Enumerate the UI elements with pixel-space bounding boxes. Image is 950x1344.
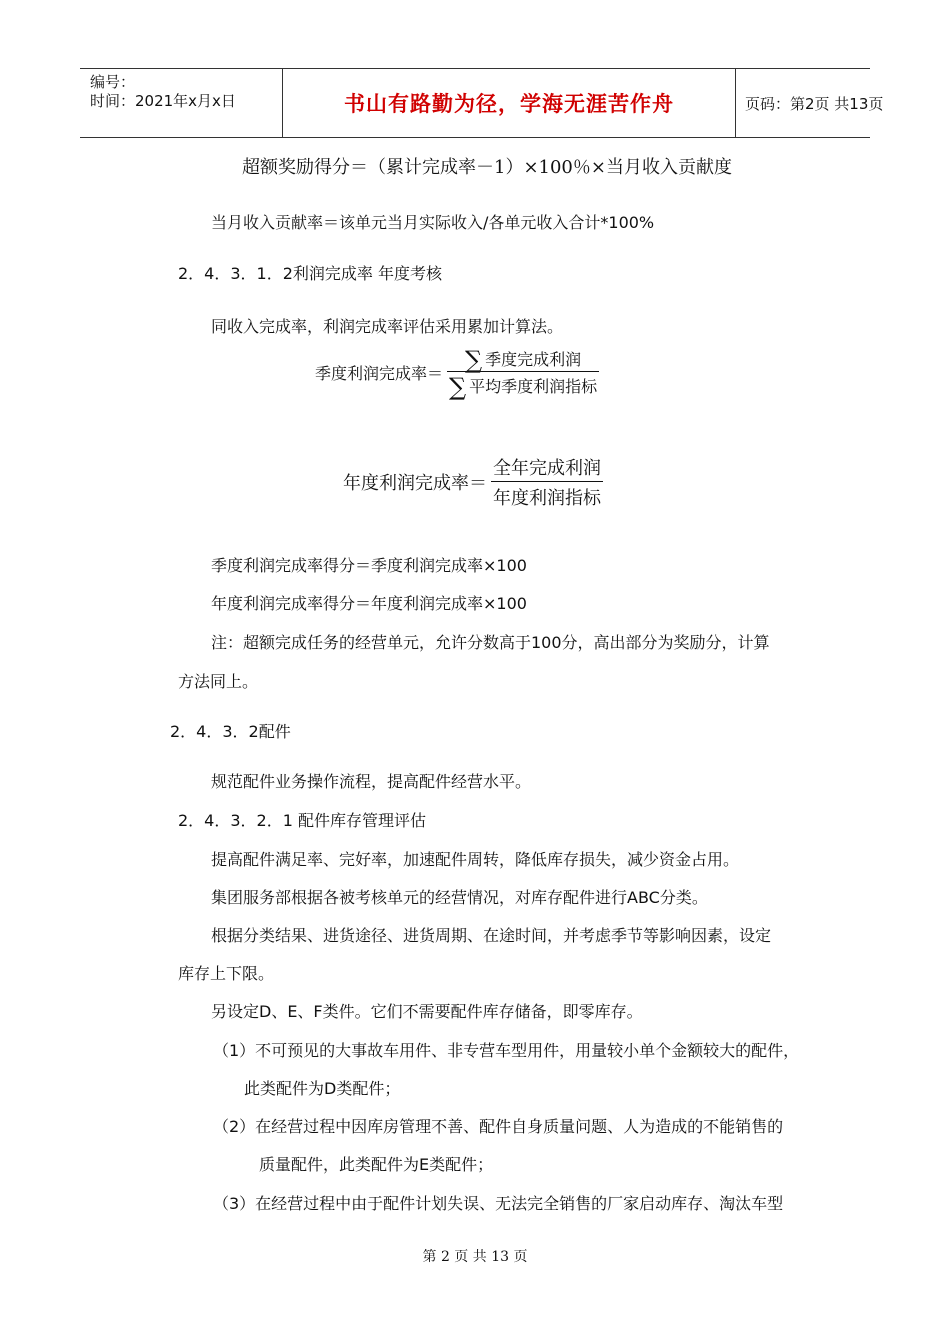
denominator-text: 平均季度利润指标 bbox=[469, 377, 598, 396]
fraction-denominator bbox=[447, 371, 599, 401]
header-motto-cell bbox=[282, 69, 736, 137]
bonus-score-formula: 超额奖励得分＝（累计完成率－1）×100％×当月收入贡献度 bbox=[242, 157, 732, 178]
sum-symbol: ∑ bbox=[465, 346, 483, 374]
section-heading-parts: 2．4．3．2配件 bbox=[170, 722, 291, 741]
fraction bbox=[491, 454, 603, 510]
sum-symbol: ∑ bbox=[449, 373, 467, 401]
header-meta-cell bbox=[80, 69, 282, 137]
quarter-profit-rate-formula bbox=[315, 346, 599, 401]
fraction-numerator: 全年完成利润 bbox=[493, 458, 601, 479]
parts-intro: 规范配件业务操作流程，提高配件经营水平。 bbox=[211, 772, 532, 791]
profit-rate-intro: 同收入完成率，利润完成率评估采用累加计算法。 bbox=[211, 317, 564, 336]
list-item-2-line-1: （2）在经营过程中因库房管理不善、配件自身质量问题、人为造成的不能销售的 bbox=[213, 1117, 784, 1136]
list-item-1-line-2: 此类配件为D类配件； bbox=[244, 1079, 401, 1098]
contribution-rate-formula: 当月收入贡献率＝该单元当月实际收入/各单元收入合计*100% bbox=[211, 213, 655, 232]
header-motto: 书山有路勤为径，学海无涯苦作舟 bbox=[344, 92, 674, 116]
formula-lhs: 季度利润完成率＝ bbox=[315, 363, 444, 383]
list-item-3-line-1: （3）在经营过程中由于配件计划失误、无法完全销售的厂家启动库存、淘汰车型 bbox=[213, 1194, 784, 1213]
fraction bbox=[447, 346, 599, 401]
document-number-label: 编号： bbox=[90, 73, 136, 91]
page-footer: 第 2 页 共 13 页 bbox=[422, 1249, 528, 1265]
numerator-text: 季度完成利润 bbox=[485, 350, 582, 369]
header-page-cell bbox=[735, 69, 884, 137]
quarter-score-formula: 季度利润完成率得分＝季度利润完成率×100 bbox=[211, 556, 527, 575]
list-item-2-line-2: 质量配件，此类配件为E类配件； bbox=[259, 1155, 494, 1174]
document-time-label: 时间：2021年x月x日 bbox=[90, 92, 236, 110]
formula-lhs: 年度利润完成率＝ bbox=[343, 473, 487, 494]
paragraph-goals: 提高配件满足率、完好率，加速配件周转，降低库存损失，减少资金占用。 bbox=[211, 850, 740, 869]
annual-profit-rate-formula bbox=[343, 454, 603, 510]
note-line-1: 注：超额完成任务的经营单元，允许分数高于100分，高出部分为奖励分，计算 bbox=[211, 633, 770, 652]
fraction-denominator: 年度利润指标 bbox=[491, 481, 603, 510]
paragraph-stock-limits-line-2: 库存上下限。 bbox=[178, 964, 275, 983]
note-line-2: 方法同上。 bbox=[178, 672, 259, 691]
annual-score-formula: 年度利润完成率得分＝年度利润完成率×100 bbox=[211, 594, 527, 613]
section-heading-profit-rate: 2．4．3．1．2利润完成率 年度考核 bbox=[178, 264, 442, 283]
header-page-info: 页码：第2页 共13页 bbox=[745, 94, 884, 113]
fraction-numerator bbox=[463, 346, 583, 374]
page-header-table bbox=[80, 68, 884, 138]
section-heading-inventory: 2．4．3．2．1 配件库存管理评估 bbox=[178, 811, 426, 830]
paragraph-stock-limits-line-1: 根据分类结果、进货途径、进货周期、在途时间，并考虑季节等影响因素，设定 bbox=[211, 926, 772, 945]
list-item-1-line-1: （1）不可预见的大事故车用件、非专营车型用件，用量较小单个金额较大的配件， bbox=[213, 1041, 800, 1060]
paragraph-abc-classification: 集团服务部根据各被考核单元的经营情况，对库存配件进行ABC分类。 bbox=[211, 888, 708, 907]
paragraph-def-categories: 另设定D、E、F类件。它们不需要配件库存储备，即零库存。 bbox=[211, 1002, 643, 1021]
